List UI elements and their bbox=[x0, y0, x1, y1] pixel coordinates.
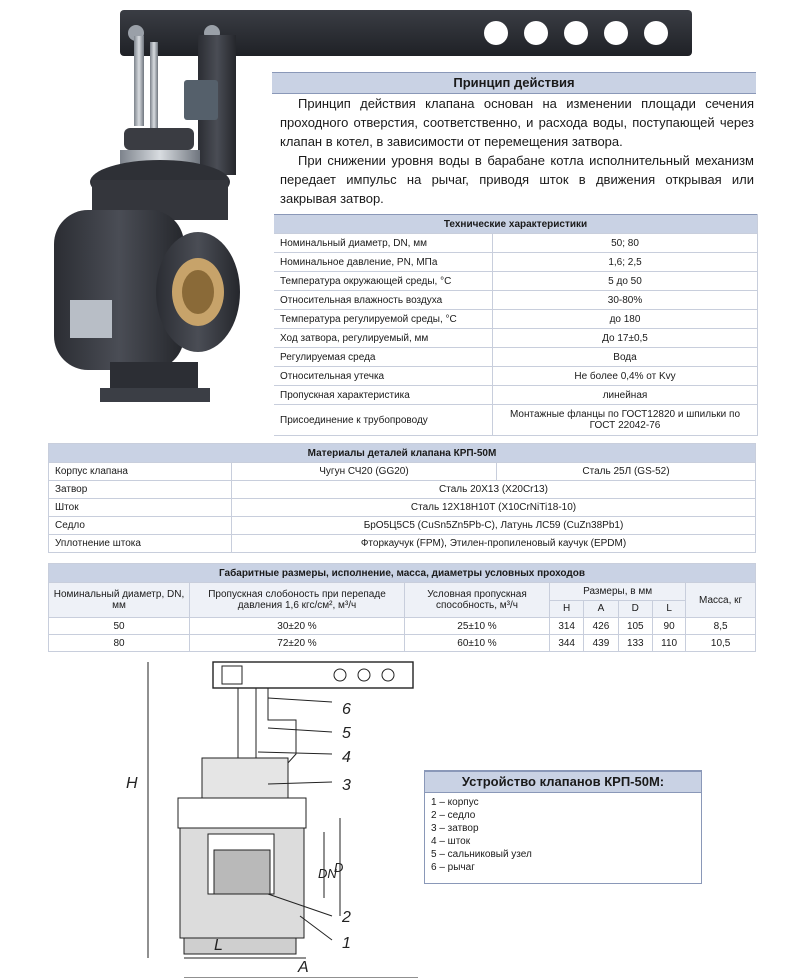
header-conditional: Условная пропускная способность, м³/ч bbox=[405, 583, 550, 618]
tech-value: Не более 0,4% от Kvy bbox=[493, 367, 758, 386]
list-item: 4 – шток bbox=[431, 836, 471, 847]
principle-title: Принцип действия bbox=[272, 72, 756, 94]
list-item: 6 – рычаг bbox=[431, 862, 475, 873]
label-l: L bbox=[214, 937, 223, 954]
header-l: L bbox=[652, 600, 685, 618]
cell-a: 426 bbox=[584, 618, 618, 635]
material-part: Затвор bbox=[49, 481, 232, 499]
material-part: Шток bbox=[49, 499, 232, 517]
callout-3: 3 bbox=[342, 777, 351, 794]
material-value: Сталь 20Х13 (Х20Cr13) bbox=[232, 481, 756, 499]
tech-title: Технические характеристики bbox=[274, 215, 758, 234]
tech-name: Ход затвора, регулируемый, мм bbox=[274, 329, 493, 348]
tech-name: Температура регулируемой среды, °С bbox=[274, 310, 493, 329]
list-item: 3 – затвор bbox=[431, 823, 479, 834]
tech-name: Пропускная характеристика bbox=[274, 386, 493, 405]
material-value: Фторкаучук (FPM), Этилен-пропиленовый каучук (EPDM) bbox=[232, 535, 756, 553]
tech-name: Номинальный диаметр, DN, мм bbox=[274, 234, 493, 253]
callout-5: 5 bbox=[342, 725, 351, 742]
cell-capacity: 30±20 % bbox=[190, 618, 405, 635]
header-h: H bbox=[550, 600, 584, 618]
tech-value: 5 до 50 bbox=[493, 272, 758, 291]
tech-table bbox=[274, 214, 758, 436]
tech-value: до 180 bbox=[493, 310, 758, 329]
tech-value: 30-80% bbox=[493, 291, 758, 310]
label-dn: DN bbox=[318, 866, 337, 881]
legend-list bbox=[425, 793, 701, 877]
header-d: D bbox=[618, 600, 652, 618]
table-row bbox=[274, 234, 758, 253]
tech-value: Вода bbox=[493, 348, 758, 367]
principle-text bbox=[280, 94, 754, 208]
tech-value: Монтажные фланцы по ГОСТ12820 и шпильки по ГОСТ 22042-76 bbox=[493, 405, 758, 436]
table-row bbox=[49, 635, 756, 652]
cell-capacity: 72±20 % bbox=[190, 635, 405, 652]
material-part: Седло bbox=[49, 517, 232, 535]
principle-paragraph-2: При снижении уровня воды в барабане котла исполнительный механизм передает импульс на рычаг, приводя шток в движения открывая или закрывая затвор. bbox=[280, 153, 754, 206]
material-value: БрО5Ц5С5 (CuSn5Zn5Pb-C), Латунь ЛС59 (CuZn38Pb1) bbox=[232, 517, 756, 535]
dimensions-title: Габаритные размеры, исполнение, масса, диаметры условных проходов bbox=[49, 564, 756, 583]
material-part: Корпус клапана bbox=[49, 463, 232, 481]
table-row bbox=[49, 463, 756, 481]
label-d: D bbox=[334, 860, 344, 875]
material-value: Сталь 12Х18Н10Т (Х10CrNiTi18-10) bbox=[232, 499, 756, 517]
header-sizes: Размеры, в мм bbox=[550, 583, 686, 601]
table-row bbox=[49, 499, 756, 517]
dimensions-table bbox=[48, 563, 756, 652]
cell-a: 439 bbox=[584, 635, 618, 652]
material-value: Чугун СЧ20 (GG20) bbox=[232, 463, 497, 481]
tech-name: Температура окружающей среды, °С bbox=[274, 272, 493, 291]
tech-name: Номинальное давление, PN, МПа bbox=[274, 253, 493, 272]
table-row bbox=[274, 367, 758, 386]
cell-dn: 80 bbox=[49, 635, 190, 652]
callout-6: 6 bbox=[342, 701, 351, 718]
header-dn: Номинальный диаметр, DN, мм bbox=[49, 583, 190, 618]
callout-2: 2 bbox=[342, 909, 351, 926]
materials-title: Материалы деталей клапана КРП-50М bbox=[49, 444, 756, 463]
cell-l: 110 bbox=[652, 635, 685, 652]
cell-d: 133 bbox=[618, 635, 652, 652]
cell-conditional: 60±10 % bbox=[405, 635, 550, 652]
tech-name: Относительная влажность воздуха bbox=[274, 291, 493, 310]
materials-table bbox=[48, 443, 756, 553]
header-mass: Масса, кг bbox=[686, 583, 756, 618]
tech-value: 50; 80 bbox=[493, 234, 758, 253]
label-a: A bbox=[298, 959, 309, 976]
material-value: Сталь 25Л (GS-52) bbox=[496, 463, 755, 481]
cell-d: 105 bbox=[618, 618, 652, 635]
tech-value: 1,6; 2,5 bbox=[493, 253, 758, 272]
tech-name: Регулируемая среда bbox=[274, 348, 493, 367]
table-row bbox=[49, 481, 756, 499]
callout-4: 4 bbox=[342, 749, 351, 766]
table-row bbox=[49, 618, 756, 635]
valve-photo bbox=[0, 0, 300, 430]
callout-1: 1 bbox=[342, 935, 351, 952]
label-h: H bbox=[126, 775, 138, 792]
cell-conditional: 25±10 % bbox=[405, 618, 550, 635]
table-row bbox=[274, 310, 758, 329]
cell-l: 90 bbox=[652, 618, 685, 635]
cell-mass: 8,5 bbox=[686, 618, 756, 635]
tech-name: Присоединение к трубопроводу bbox=[274, 405, 493, 436]
list-item: 2 – седло bbox=[431, 810, 476, 821]
list-item: 5 – сальниковый узел bbox=[431, 849, 532, 860]
table-row bbox=[274, 272, 758, 291]
legend-box bbox=[424, 770, 702, 884]
list-item: 1 – корпус bbox=[431, 797, 479, 808]
table-row bbox=[274, 291, 758, 310]
cell-dn: 50 bbox=[49, 618, 190, 635]
principle-paragraph-1: Принцип действия клапана основан на изменении площади сечения проходного отверстия, соответственно, и расхода воды, поступающей через клапан в котел, в зависимости от перемещения затвора. bbox=[280, 96, 754, 149]
cell-h: 314 bbox=[550, 618, 584, 635]
table-row bbox=[274, 386, 758, 405]
cell-h: 344 bbox=[550, 635, 584, 652]
header-capacity: Пропускная слобоность при перепаде давления 1,6 кгс/см², м³/ч bbox=[190, 583, 405, 618]
cell-mass: 10,5 bbox=[686, 635, 756, 652]
technical-drawing bbox=[118, 658, 418, 978]
header-a: A bbox=[584, 600, 618, 618]
tech-value: До 17±0,5 bbox=[493, 329, 758, 348]
tech-value: линейная bbox=[493, 386, 758, 405]
table-row bbox=[49, 517, 756, 535]
table-row bbox=[274, 405, 758, 436]
table-row bbox=[274, 253, 758, 272]
tech-name: Относительная утечка bbox=[274, 367, 493, 386]
table-row bbox=[274, 329, 758, 348]
table-row bbox=[274, 348, 758, 367]
material-part: Уплотнение штока bbox=[49, 535, 232, 553]
legend-title: Устройство клапанов КРП-50М: bbox=[425, 771, 701, 793]
table-row bbox=[49, 535, 756, 553]
